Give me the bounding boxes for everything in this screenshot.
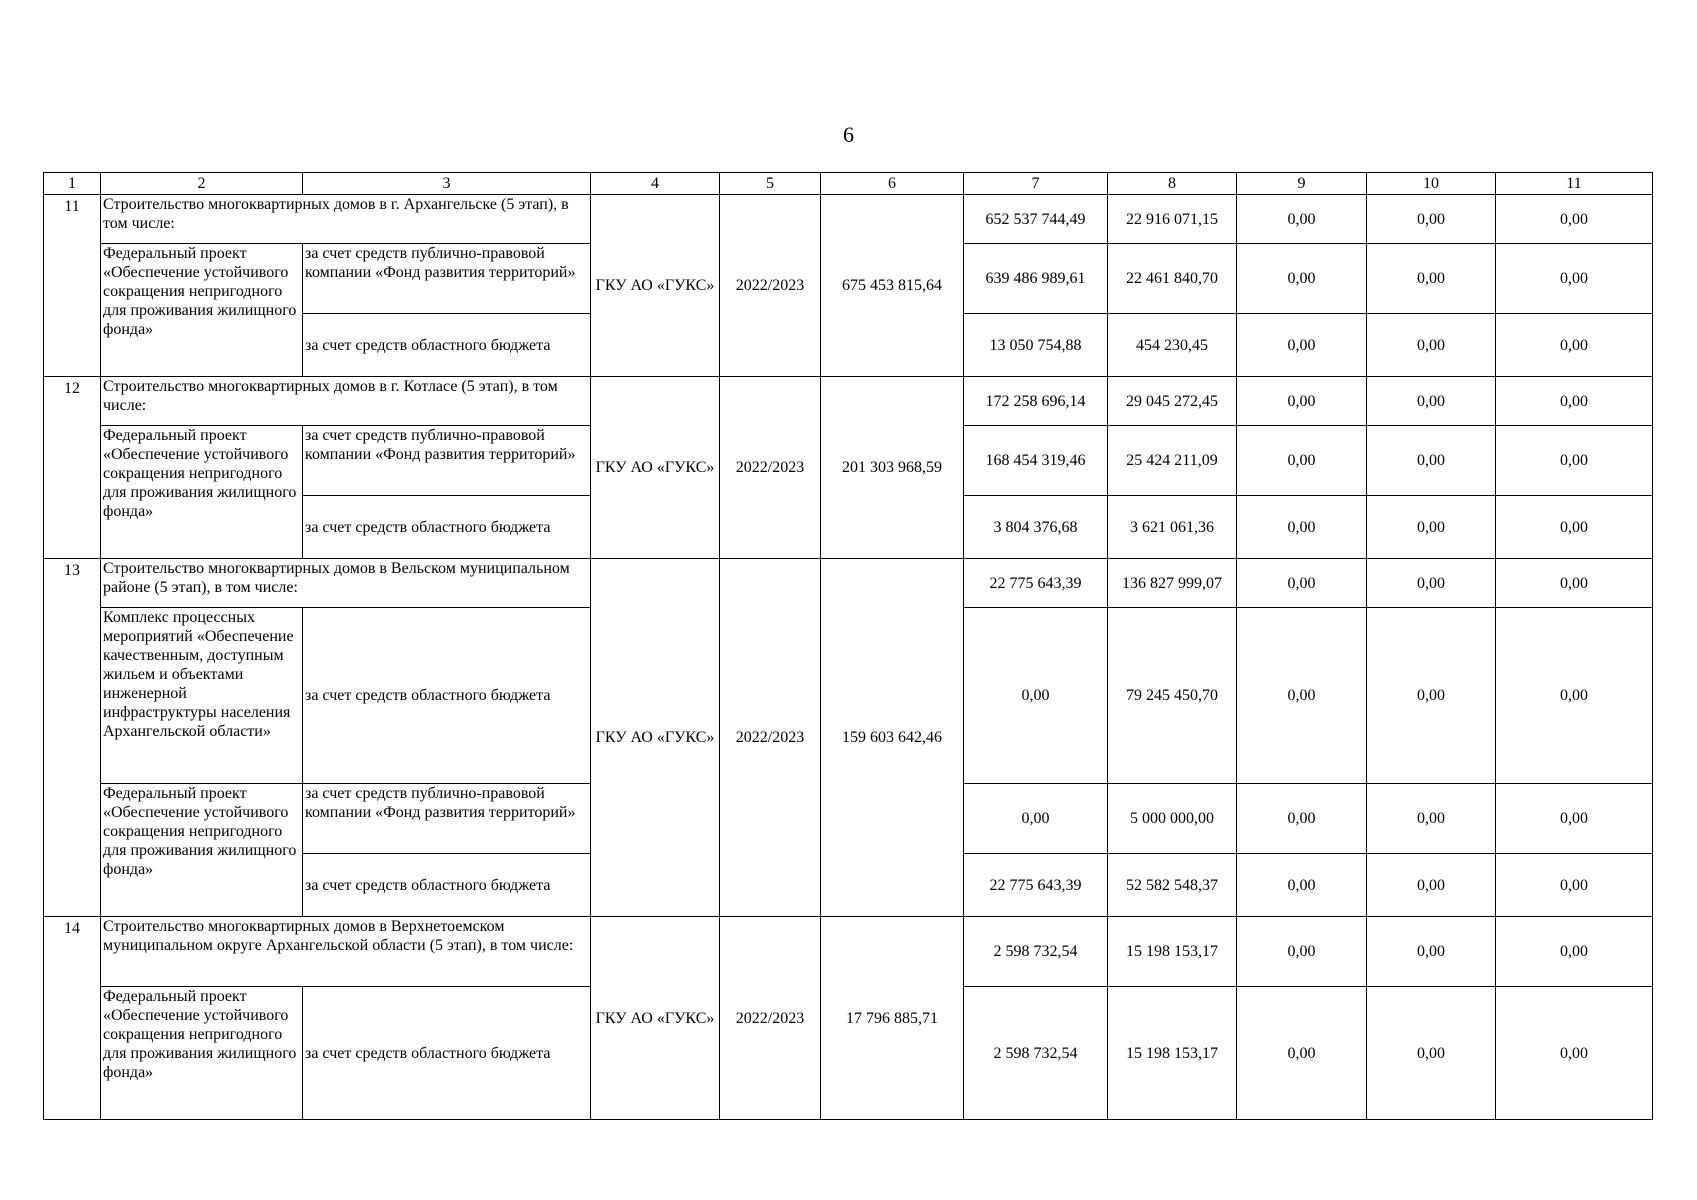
executor-cell: ГКУ АО «ГУКС» xyxy=(591,195,720,377)
total-cell: 17 796 885,71 xyxy=(821,917,964,1120)
project-name: Федеральный проект «Обеспечение устойчивого сокращения непригодного для проживания жилищного фонда» xyxy=(101,987,303,1120)
column-number: 9 xyxy=(1237,173,1367,195)
value-cell: 0,00 xyxy=(1367,195,1496,244)
value-cell: 0,00 xyxy=(1237,195,1367,244)
column-number: 3 xyxy=(303,173,591,195)
value-cell: 22 461 840,70 xyxy=(1108,244,1237,314)
value-cell: 0,00 xyxy=(1496,314,1653,377)
value-cell: 0,00 xyxy=(1496,244,1653,314)
table-row xyxy=(44,377,1653,426)
value-cell: 22 775 643,39 xyxy=(964,854,1108,917)
object-title: Строительство многоквартирных домов в Вельском муниципальном районе (5 этап), в том числе: xyxy=(101,559,591,608)
value-cell: 52 582 548,37 xyxy=(1108,854,1237,917)
funding-source: за счет средств публично-правовой компании «Фонд развития территорий» xyxy=(303,426,591,496)
executor-cell: ГКУ АО «ГУКС» xyxy=(591,917,720,1120)
value-cell: 13 050 754,88 xyxy=(964,314,1108,377)
value-cell: 0,00 xyxy=(1237,608,1367,784)
value-cell: 0,00 xyxy=(1367,784,1496,854)
row-index: 13 xyxy=(44,559,101,917)
value-cell: 454 230,45 xyxy=(1108,314,1237,377)
budget-table xyxy=(43,172,1653,1120)
total-cell: 201 303 968,59 xyxy=(821,377,964,559)
object-title: Строительство многоквартирных домов в г. Архангельске (5 этап), в том числе: xyxy=(101,195,591,244)
value-cell: 172 258 696,14 xyxy=(964,377,1108,426)
value-cell: 0,00 xyxy=(1367,244,1496,314)
value-cell: 0,00 xyxy=(1496,854,1653,917)
funding-source: за счет средств публично-правовой компании «Фонд развития территорий» xyxy=(303,784,591,854)
value-cell: 79 245 450,70 xyxy=(1108,608,1237,784)
table-row xyxy=(44,917,1653,987)
value-cell: 0,00 xyxy=(1367,854,1496,917)
value-cell: 0,00 xyxy=(1496,784,1653,854)
column-number: 4 xyxy=(591,173,720,195)
column-number: 1 xyxy=(44,173,101,195)
row-index: 14 xyxy=(44,917,101,1120)
value-cell: 0,00 xyxy=(1496,377,1653,426)
project-name: Федеральный проект «Обеспечение устойчивого сокращения непригодного для проживания жилищного фонда» xyxy=(101,244,303,377)
value-cell: 2 598 732,54 xyxy=(964,917,1108,987)
value-cell: 25 424 211,09 xyxy=(1108,426,1237,496)
period-cell: 2022/2023 xyxy=(720,917,821,1120)
project-name: Федеральный проект «Обеспечение устойчивого сокращения непригодного для проживания жилищного фонда» xyxy=(101,784,303,917)
value-cell: 0,00 xyxy=(1367,987,1496,1120)
value-cell: 0,00 xyxy=(1367,608,1496,784)
value-cell: 0,00 xyxy=(964,608,1108,784)
total-cell: 159 603 642,46 xyxy=(821,559,964,917)
value-cell: 0,00 xyxy=(1367,377,1496,426)
value-cell: 639 486 989,61 xyxy=(964,244,1108,314)
executor-cell: ГКУ АО «ГУКС» xyxy=(591,559,720,917)
funding-source: за счет средств областного бюджета xyxy=(303,314,591,377)
total-cell: 675 453 815,64 xyxy=(821,195,964,377)
value-cell: 0,00 xyxy=(1496,496,1653,559)
value-cell: 0,00 xyxy=(1237,496,1367,559)
value-cell: 0,00 xyxy=(1237,377,1367,426)
value-cell: 0,00 xyxy=(1496,559,1653,608)
column-number: 8 xyxy=(1108,173,1237,195)
value-cell: 0,00 xyxy=(1367,496,1496,559)
value-cell: 0,00 xyxy=(1237,559,1367,608)
period-cell: 2022/2023 xyxy=(720,195,821,377)
object-title: Строительство многоквартирных домов в Верхнетоемском муниципальном округе Архангельской области (5 этап), в том числе: xyxy=(101,917,591,987)
value-cell: 0,00 xyxy=(1237,987,1367,1120)
complex-project-name: Комплекс процессных мероприятий «Обеспечение качественным, доступным жильем и объектами инженерной инфраструктуры населения Архангельской области» xyxy=(101,608,303,784)
column-number: 7 xyxy=(964,173,1108,195)
value-cell: 0,00 xyxy=(1496,917,1653,987)
value-cell: 3 621 061,36 xyxy=(1108,496,1237,559)
value-cell: 0,00 xyxy=(1496,608,1653,784)
value-cell: 0,00 xyxy=(1496,195,1653,244)
value-cell: 0,00 xyxy=(1237,426,1367,496)
value-cell: 0,00 xyxy=(1496,426,1653,496)
row-index: 12 xyxy=(44,377,101,559)
value-cell: 0,00 xyxy=(1496,987,1653,1120)
value-cell: 0,00 xyxy=(1367,314,1496,377)
funding-source: за счет средств областного бюджета xyxy=(303,496,591,559)
value-cell: 2 598 732,54 xyxy=(964,987,1108,1120)
period-cell: 2022/2023 xyxy=(720,559,821,917)
funding-source: за счет средств областного бюджета xyxy=(303,987,591,1120)
value-cell: 0,00 xyxy=(1367,559,1496,608)
value-cell: 0,00 xyxy=(1237,244,1367,314)
value-cell: 0,00 xyxy=(1237,854,1367,917)
value-cell: 0,00 xyxy=(1237,784,1367,854)
period-cell: 2022/2023 xyxy=(720,377,821,559)
column-number: 6 xyxy=(821,173,964,195)
row-index: 11 xyxy=(44,195,101,377)
value-cell: 652 537 744,49 xyxy=(964,195,1108,244)
value-cell: 0,00 xyxy=(1367,917,1496,987)
column-number: 2 xyxy=(101,173,303,195)
value-cell: 136 827 999,07 xyxy=(1108,559,1237,608)
value-cell: 0,00 xyxy=(1237,917,1367,987)
funding-source: за счет средств публично-правовой компании «Фонд развития территорий» xyxy=(303,244,591,314)
value-cell: 22 916 071,15 xyxy=(1108,195,1237,244)
value-cell: 5 000 000,00 xyxy=(1108,784,1237,854)
value-cell: 0,00 xyxy=(1367,426,1496,496)
column-number: 10 xyxy=(1367,173,1496,195)
value-cell: 3 804 376,68 xyxy=(964,496,1108,559)
project-name: Федеральный проект «Обеспечение устойчивого сокращения непригодного для проживания жилищного фонда» xyxy=(101,426,303,559)
value-cell: 29 045 272,45 xyxy=(1108,377,1237,426)
value-cell: 15 198 153,17 xyxy=(1108,917,1237,987)
page-number: 6 xyxy=(843,122,854,147)
value-cell: 0,00 xyxy=(964,784,1108,854)
table-row xyxy=(44,559,1653,608)
object-title: Строительство многоквартирных домов в г. Котласе (5 этап), в том числе: xyxy=(101,377,591,426)
column-number: 11 xyxy=(1496,173,1653,195)
value-cell: 168 454 319,46 xyxy=(964,426,1108,496)
column-number-row xyxy=(44,173,1653,195)
executor-cell: ГКУ АО «ГУКС» xyxy=(591,377,720,559)
value-cell: 15 198 153,17 xyxy=(1108,987,1237,1120)
column-number: 5 xyxy=(720,173,821,195)
value-cell: 22 775 643,39 xyxy=(964,559,1108,608)
table-row xyxy=(44,195,1653,244)
funding-source: за счет средств областного бюджета xyxy=(303,608,591,784)
funding-source: за счет средств областного бюджета xyxy=(303,854,591,917)
value-cell: 0,00 xyxy=(1237,314,1367,377)
